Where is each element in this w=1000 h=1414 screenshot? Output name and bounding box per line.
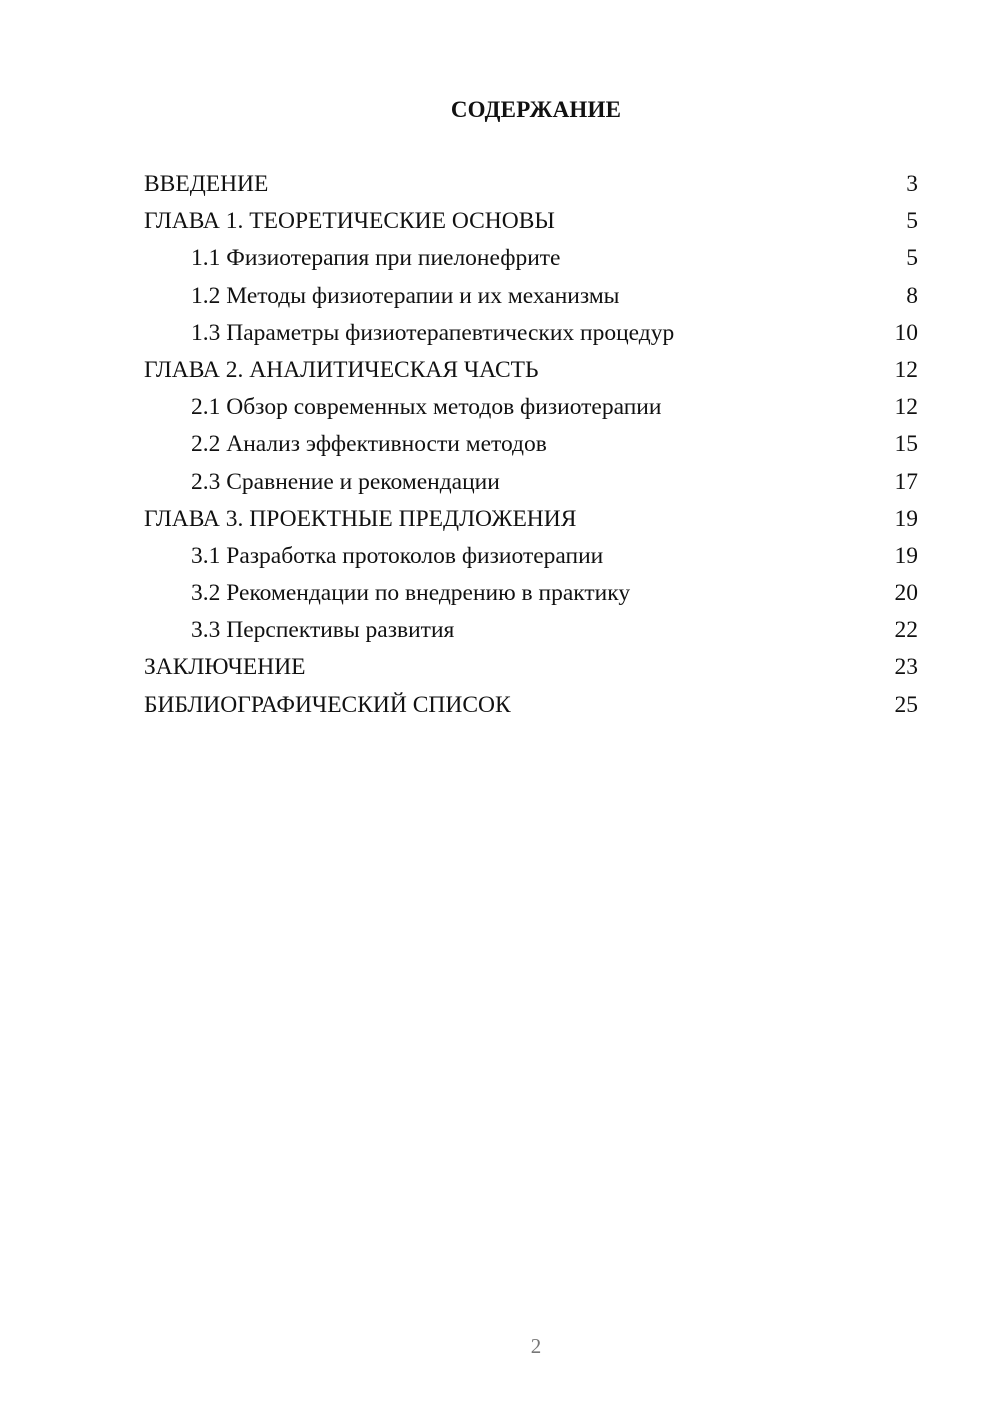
toc-entry-page: 17 (894, 468, 918, 495)
toc-entry-page: 23 (894, 654, 918, 681)
toc-entry[interactable] (144, 501, 918, 538)
toc-entry-label: ГЛАВА 3. ПРОЕКТНЫЕ ПРЕДЛОЖЕНИЯ (144, 505, 577, 532)
toc-entry-label: 1.1 Физиотерапия при пиелонефрите (191, 245, 561, 272)
toc-entry-page: 15 (894, 431, 918, 458)
toc-entry-label: 2.3 Сравнение и рекомендации (191, 468, 500, 495)
toc-entry-label: 2.1 Обзор современных методов физиотерапии (191, 394, 662, 421)
toc-entry[interactable] (144, 203, 918, 240)
toc-entry-label: 2.2 Анализ эффективности методов (191, 431, 547, 458)
toc-entry-label: 3.2 Рекомендации по внедрению в практику (191, 580, 631, 607)
toc-entry-label: 3.3 Перспективы развития (191, 617, 455, 644)
toc-entry-page: 12 (894, 394, 918, 421)
toc-entry-page: 22 (894, 617, 918, 644)
toc-entry-label: ГЛАВА 2. АНАЛИТИЧЕСКАЯ ЧАСТЬ (144, 356, 539, 383)
toc-entry-page: 10 (894, 319, 918, 346)
toc-entry[interactable] (144, 240, 918, 277)
toc-entry[interactable] (144, 612, 918, 649)
toc-entry-label: ВВЕДЕНИЕ (144, 171, 269, 197)
table-of-contents (144, 166, 918, 724)
toc-entry[interactable] (144, 352, 918, 389)
toc-entry-page: 25 (894, 691, 918, 718)
toc-entry-label: ЗАКЛЮЧЕНИЕ (144, 654, 306, 681)
toc-entry-page: 20 (894, 580, 918, 607)
toc-entry[interactable] (144, 278, 918, 315)
toc-entry-label: БИБЛИОГРАФИЧЕСКИЙ СПИСОК (144, 691, 511, 718)
toc-entry-page: 19 (894, 542, 918, 569)
toc-entry[interactable] (144, 315, 918, 352)
toc-entry[interactable] (144, 575, 918, 612)
page-number: 2 (530, 1334, 542, 1358)
toc-entry-page: 3 (906, 171, 918, 197)
toc-entry-page: 8 (906, 282, 918, 309)
toc-entry[interactable] (144, 687, 918, 724)
toc-entry-page: 5 (906, 208, 918, 235)
page-title: СОДЕРЖАНИЕ (450, 97, 622, 122)
toc-entry-label: 1.3 Параметры физиотерапевтических процедур (191, 319, 675, 346)
toc-entry[interactable] (144, 166, 918, 203)
toc-entry-page: 19 (894, 505, 918, 532)
toc-entry[interactable] (144, 464, 918, 501)
toc-entry-label: 3.1 Разработка протоколов физиотерапии (191, 542, 604, 569)
toc-entry-label: 1.2 Методы физиотерапии и их механизмы (191, 282, 620, 309)
toc-entry[interactable] (144, 426, 918, 463)
toc-entry-page: 12 (894, 356, 918, 383)
toc-entry[interactable] (144, 649, 918, 686)
toc-entry-page: 5 (906, 245, 918, 272)
toc-entry[interactable] (144, 389, 918, 426)
toc-entry-label: ГЛАВА 1. ТЕОРЕТИЧЕСКИЕ ОСНОВЫ (144, 208, 555, 235)
toc-entry[interactable] (144, 538, 918, 575)
